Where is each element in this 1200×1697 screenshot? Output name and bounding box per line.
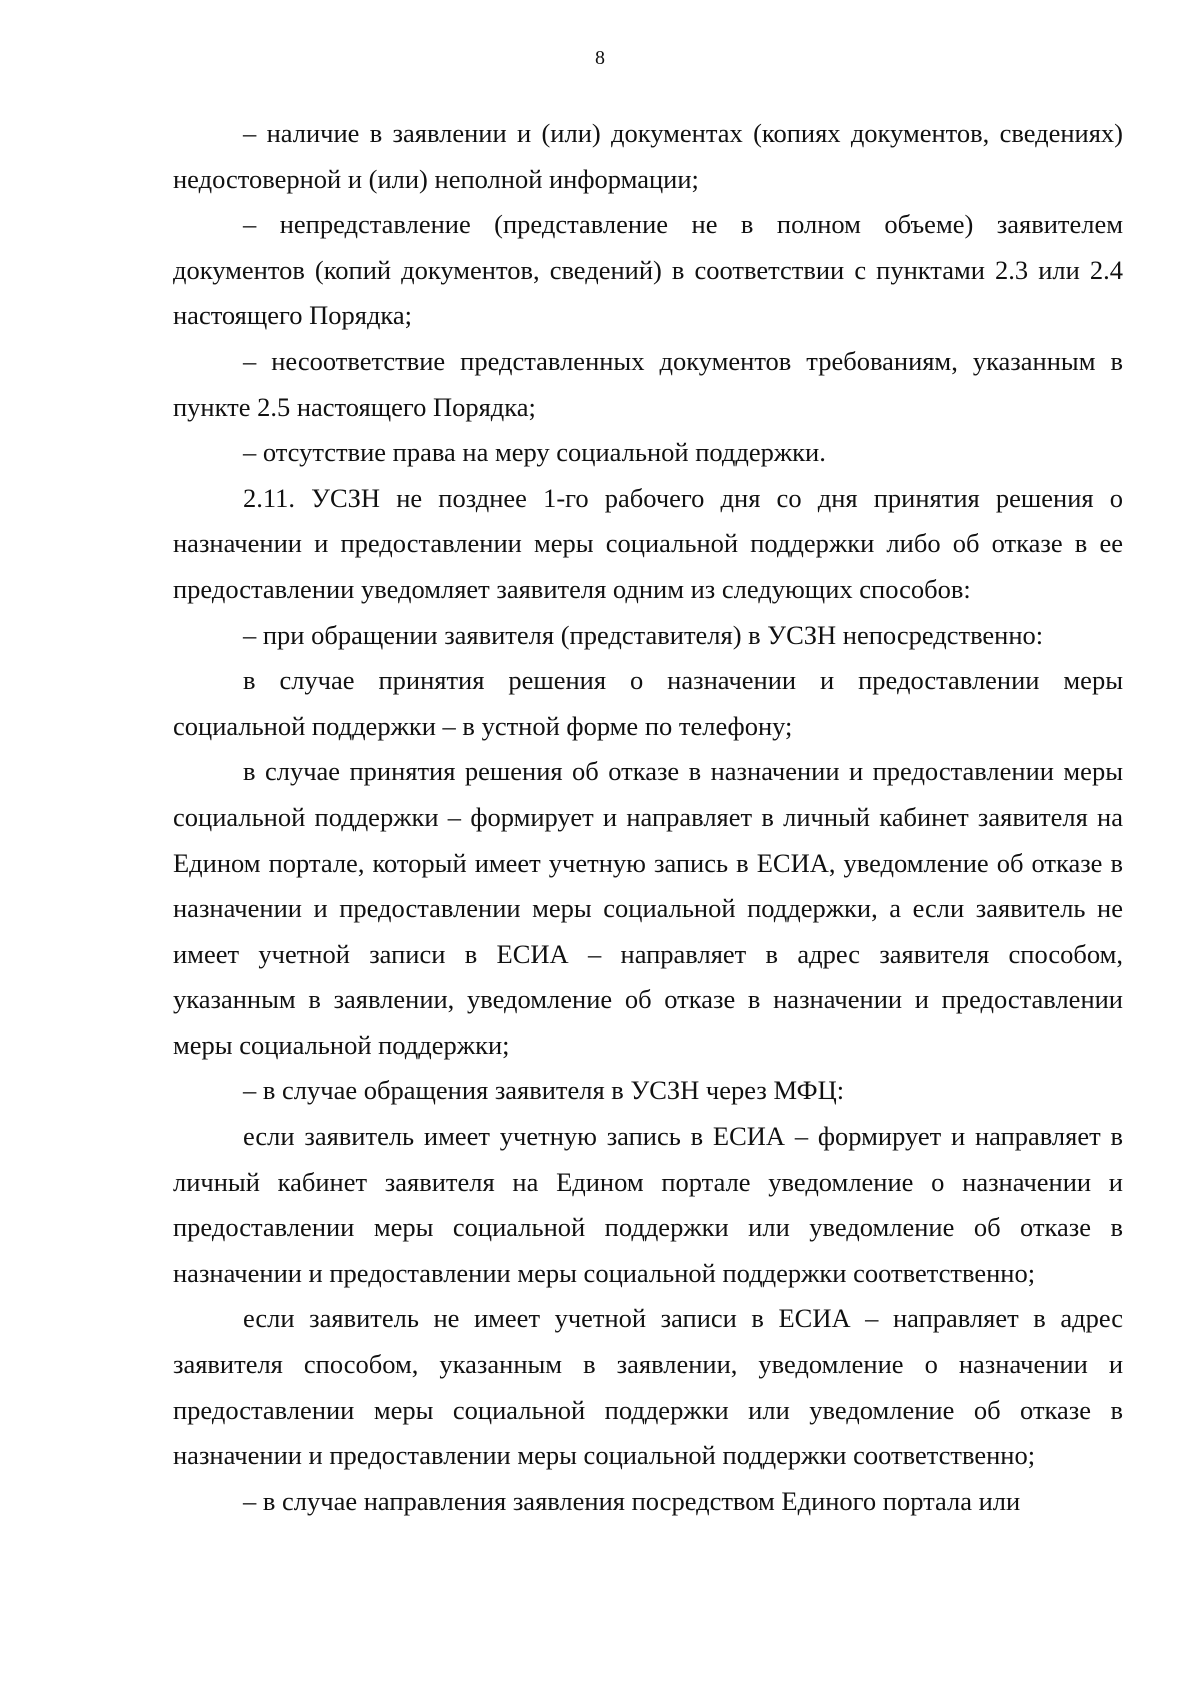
paragraph-5: 2.11. УСЗН не позднее 1-го рабочего дня со дня принятия решения о назначении и предоставлении меры социальной поддержки либо об отказе в ее предоставлении уведомляет заявителя одним из следующих способов: <box>173 482 1123 604</box>
paragraph-2: – непредставление (представление не в полном объеме) заявителем документов (копий документов, сведений) в соответствии с пунктами 2.3 или 2.4 настоящего Порядка; <box>173 209 1123 331</box>
paragraph-12: – в случае направления заявления посредством Единого портала или <box>243 1485 1021 1516</box>
paragraph-3: – несоответствие представленных документов требованиям, указанным в пункте 2.5 настоящего Порядка; <box>173 345 1123 422</box>
paragraph-11: если заявитель не имеет учетной записи в ЕСИА – направляет в адрес заявителя способом, указанным в заявлении, уведомление о назначении и предоставлении меры социальной поддержки или уведомление об отказе в назначении и предоставлении меры социальной поддержки соответственно; <box>173 1303 1123 1471</box>
paragraph-1: – наличие в заявлении и (или) документах (копиях документов, сведениях) недостоверной и (или) неполной информации; <box>173 118 1123 194</box>
paragraph-7: в случае принятия решения о назначении и предоставлении меры социальной поддержки – в устной форме по телефону; <box>173 665 1123 741</box>
document-body <box>173 111 1123 1524</box>
paragraph-10: если заявитель имеет учетную запись в ЕСИА – формирует и направляет в личный кабинет заявителя на Едином портале уведомление о назначении и предоставлении меры социальной поддержки или уведомление об отказе в назначении и предоставлении меры социальной поддержки соответственно; <box>173 1121 1123 1288</box>
paragraph-8: в случае принятия решения об отказе в назначении и предоставлении меры социальной поддержки – формирует и направляет в личный кабинет заявителя на Едином портале, который имеет учетную запись в ЕСИА, уведомление об отказе в назначении и предоставлении меры социальной поддержки, а если заявитель не имеет учетной записи в ЕСИА – направляет в адрес заявителя способом, указанным в заявлении, уведомление об отказе в назначении и предоставлении меры социальной поддержки; <box>173 756 1123 1060</box>
paragraph-6: – при обращении заявителя (представителя) в УСЗН непосредственно: <box>243 619 1044 650</box>
page-number: 8 <box>595 47 605 69</box>
paragraph-4: – отсутствие права на меру социальной поддержки. <box>243 437 826 468</box>
paragraph-9: – в случае обращения заявителя в УСЗН через МФЦ: <box>243 1075 845 1106</box>
